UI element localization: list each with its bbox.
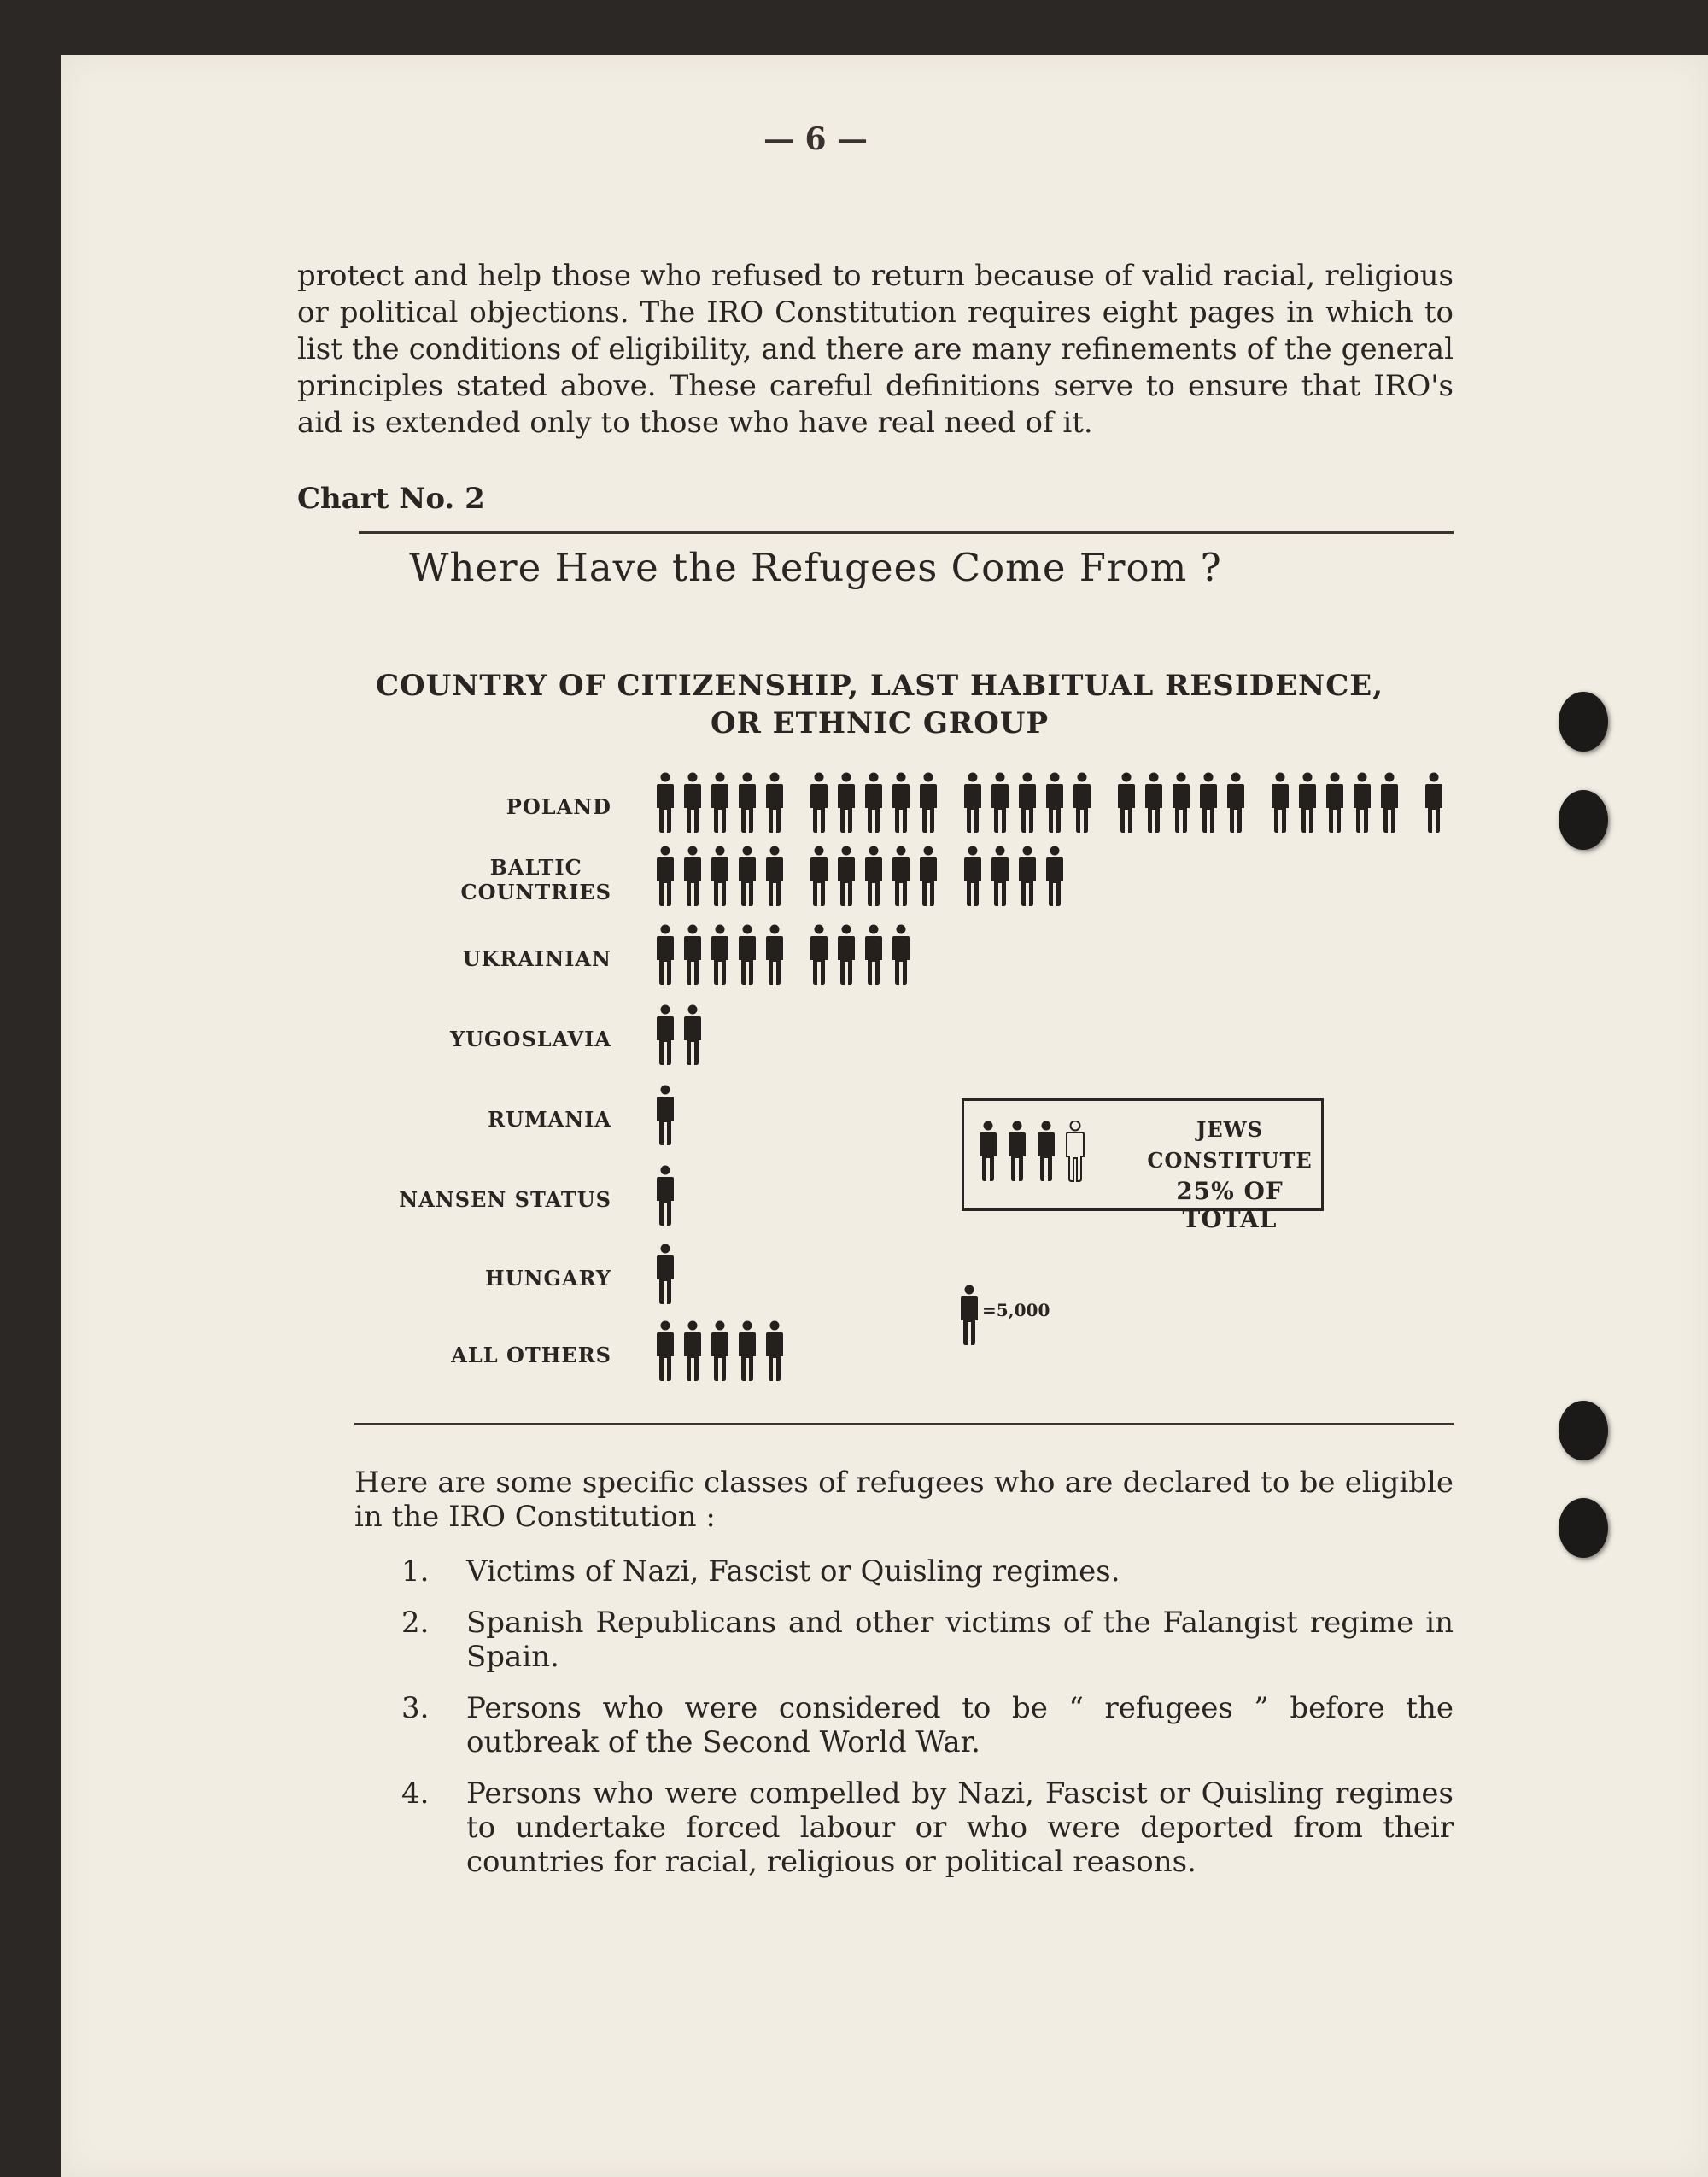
list-item-number: 1. (401, 1554, 430, 1589)
person-icon (920, 846, 937, 907)
person-icon (711, 925, 728, 986)
chart-bar-hungary (657, 1244, 701, 1305)
person-icon (684, 1005, 701, 1066)
person-icon (1073, 773, 1091, 834)
person-icon (1354, 773, 1371, 834)
person-icon (1019, 773, 1036, 834)
person-icon (1145, 773, 1162, 834)
person-icon (1326, 773, 1343, 834)
person-icon (657, 846, 674, 907)
person-icon (711, 1321, 728, 1382)
person-icon (766, 1321, 783, 1382)
punch-hole (1559, 1498, 1608, 1558)
person-icon (739, 846, 756, 907)
person-icon (1173, 773, 1190, 834)
person-icon (657, 1086, 674, 1146)
person-icon (657, 773, 674, 834)
chart-subtitle-line1: COUNTRY OF CITIZENSHIP, LAST HABITUAL RESIDENCE, (375, 669, 1384, 703)
person-icon (810, 846, 828, 907)
chart-bar-yugoslavia (657, 1005, 728, 1066)
page-number: — 6 — (763, 121, 869, 157)
chart-category-label: BALTIC COUNTRIES (460, 855, 611, 904)
chart-category-label: UKRAINIAN (462, 945, 611, 971)
punch-hole (1559, 790, 1608, 850)
eligibility-intro: Here are some specific classes of refugees who are declared to be eligible in the IRO Constitution : (354, 1466, 1454, 1534)
person-icon (684, 1086, 701, 1146)
person-icon (657, 1005, 674, 1066)
person-icon (838, 925, 855, 986)
person-icon (865, 773, 882, 834)
person-icon (657, 1321, 674, 1382)
chart-category-label: ALL OTHERS (451, 1342, 611, 1367)
person-icon (1453, 773, 1470, 834)
person-icon (1019, 846, 1036, 907)
person-icon (766, 925, 783, 986)
intro-paragraph: protect and help those who refused to return because of valid racial, religious or political objections. The IRO Constitution requires eight pages in which to list the conditions of eligibility, and there are many refinements of the general principles stated above. These careful definitions serve to ensure that IRO's aid is extended only to those who have real need of it. (297, 259, 1454, 440)
person-icon (657, 925, 674, 986)
list-item: Victims of Nazi, Fascist or Quisling regimes. (466, 1554, 1120, 1589)
chart-category-label: YUGOSLAVIA (449, 1026, 611, 1051)
person-icon (766, 773, 783, 834)
chart-key-label: =5,000 (982, 1300, 1050, 1320)
person-icon (865, 925, 882, 986)
chart-bar-rumania (657, 1086, 701, 1146)
person-icon (1046, 773, 1063, 834)
list-item: Persons who were considered to be “ refugees ” before the outbreak of the Second World War. (466, 1691, 1454, 1759)
chart-subtitle-line2: OR ETHNIC GROUP (710, 706, 1050, 740)
person-icon (684, 1244, 701, 1305)
chart-category-label: RUMANIA (488, 1106, 611, 1132)
list-item-number: 4. (401, 1776, 430, 1811)
person-icon (1425, 773, 1442, 834)
chart-bar-baltic-countries (657, 846, 1063, 907)
person-icon (684, 925, 701, 986)
person-icon (964, 846, 981, 907)
person-icon (991, 846, 1009, 907)
chart-bar-nansen-status (657, 1166, 701, 1226)
punch-hole (1559, 692, 1608, 752)
person-icon (684, 1166, 701, 1226)
chart-bar-poland (657, 773, 1470, 834)
person-icon (961, 1285, 978, 1346)
person-icon (1299, 773, 1316, 834)
person-icon (892, 925, 910, 986)
list-item-number: 2. (401, 1606, 430, 1640)
person-icon (657, 1244, 674, 1305)
person-icon (684, 1321, 701, 1382)
chart-title: Where Have the Refugees Come From ? (409, 545, 1222, 590)
person-icon (711, 846, 728, 907)
person-icon (1118, 773, 1135, 834)
person-icon (920, 773, 937, 834)
chart-number: Chart No. 2 (297, 482, 485, 516)
bottom-rule (354, 1423, 1454, 1425)
person-icon (739, 773, 756, 834)
person-icon (684, 773, 701, 834)
chart-bar-all-others (657, 1321, 783, 1382)
person-icon (892, 773, 910, 834)
person-icon (838, 846, 855, 907)
person-icon (711, 773, 728, 834)
person-icon (1272, 773, 1289, 834)
person-icon (865, 846, 882, 907)
person-icon (657, 1166, 674, 1226)
chart-category-label: HUNGARY (485, 1265, 611, 1290)
person-icon (1200, 773, 1217, 834)
list-item-number: 3. (401, 1691, 430, 1725)
person-icon (1046, 846, 1063, 907)
person-icon (991, 773, 1009, 834)
person-icon (711, 1005, 728, 1066)
legend-line1: JEWS (1196, 1117, 1263, 1142)
chart-category-label: POLAND (506, 793, 611, 819)
person-icon (964, 773, 981, 834)
person-icon (1381, 773, 1398, 834)
person-icon (892, 846, 910, 907)
person-icon (810, 925, 828, 986)
person-icon (1227, 773, 1244, 834)
legend-line3: 25% OF TOTAL (1176, 1177, 1284, 1233)
person-icon (739, 1321, 756, 1382)
person-icon (920, 925, 937, 986)
chart-bar-ukrainian (657, 925, 937, 986)
list-item: Persons who were compelled by Nazi, Fascist or Quisling regimes to undertake forced labour or who were deported from their countries for racial, religious or political reasons. (466, 1776, 1454, 1879)
person-icon (739, 925, 756, 986)
list-item: Spanish Republicans and other victims of the Falangist regime in Spain. (466, 1606, 1454, 1674)
person-icon (810, 773, 828, 834)
legend-line2: CONSTITUTE (1147, 1148, 1313, 1173)
person-icon (766, 846, 783, 907)
person-icon (684, 846, 701, 907)
punch-hole (1559, 1401, 1608, 1460)
person-icon (838, 773, 855, 834)
chart-category-label: NANSEN STATUS (399, 1186, 611, 1212)
